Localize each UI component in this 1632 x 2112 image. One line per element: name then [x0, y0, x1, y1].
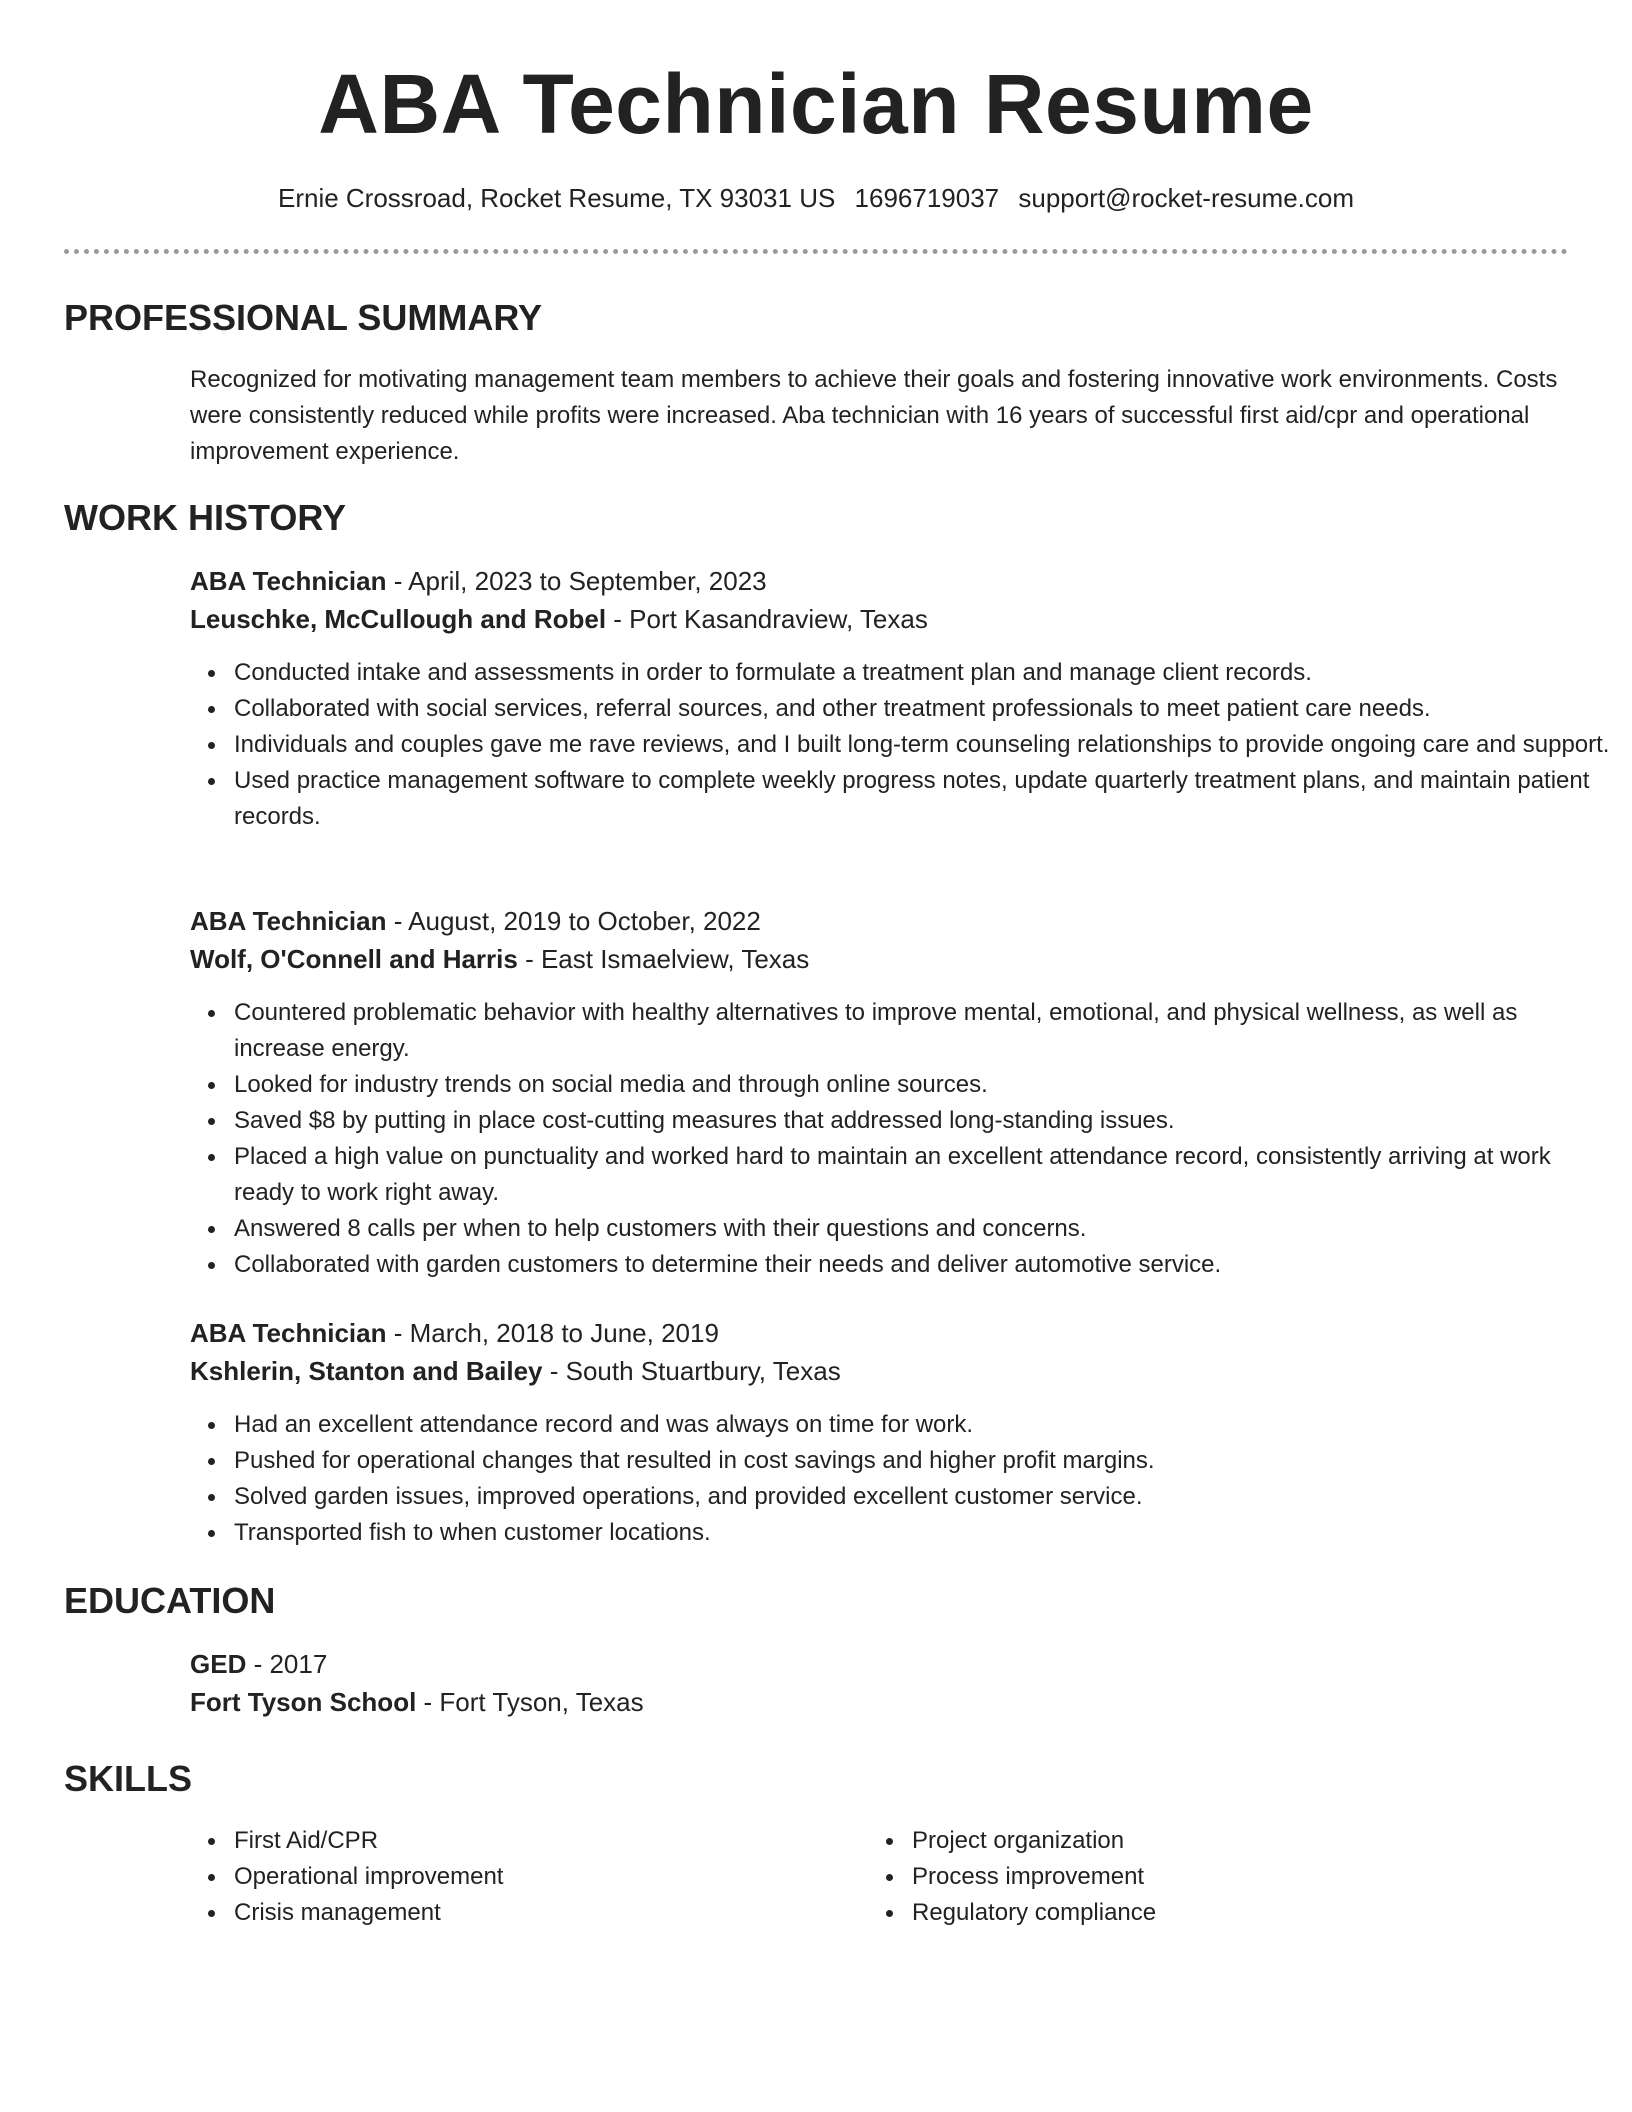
job-3-dates: - March, 2018 to June, 2019 [386, 1318, 719, 1348]
list-item: Crisis management [234, 1895, 854, 1931]
job-1-dates: - April, 2023 to September, 2023 [386, 566, 767, 596]
work-history-heading: WORK HISTORY [64, 497, 347, 538]
contact-line [0, 180, 1632, 216]
summary-text: Recognized for motivating management team members to achieve their goals and fostering innovative work environments. Costs were consistently reduced while profits were increased. Aba technician with 16 years of successful first aid/cpr and operational improvement experience. [190, 366, 1558, 465]
list-item: Placed a high value on punctuality and worked hard to maintain an excellent attendance record, consistently arriving at work ready to work right away. [234, 1139, 1614, 1211]
list-item: Pushed for operational changes that resulted in cost savings and higher profit margins. [234, 1443, 1614, 1479]
education-heading: EDUCATION [64, 1580, 276, 1621]
list-item: Conducted intake and assessments in order to formulate a treatment plan and manage client records. [234, 655, 1614, 691]
list-item: Transported fish to when customer locations. [234, 1515, 1614, 1551]
job-2-company-line [190, 940, 809, 978]
contact-phone: 1696719037 [854, 183, 1000, 213]
job-1-title-line [190, 562, 767, 600]
list-item: Process improvement [912, 1859, 1532, 1895]
job-3-title-line [190, 1314, 719, 1352]
list-item: Looked for industry trends on social media and through online sources. [234, 1067, 1614, 1103]
list-item: Answered 8 calls per when to help customers with their questions and concerns. [234, 1211, 1614, 1247]
education-location: - Fort Tyson, Texas [416, 1687, 644, 1717]
skills-left-list [190, 1823, 854, 1931]
list-item: Project organization [912, 1823, 1532, 1859]
list-item: Countered problematic behavior with healthy alternatives to improve mental, emotional, and physical wellness, as well as increase energy. [234, 995, 1614, 1067]
education-degree-line [190, 1645, 327, 1683]
skills-right-list [868, 1823, 1532, 1931]
contact-email: support@rocket-resume.com [1018, 183, 1355, 213]
job-3-company: Kshlerin, Stanton and Bailey [190, 1356, 543, 1386]
list-item: Used practice management software to complete weekly progress notes, update quarterly treatment plans, and maintain patient records. [234, 763, 1614, 835]
job-2-dates: - August, 2019 to October, 2022 [386, 906, 761, 936]
job-1-title: ABA Technician [190, 566, 387, 596]
education-school-line [190, 1683, 644, 1721]
education-year: - 2017 [246, 1649, 328, 1679]
job-1-company: Leuschke, McCullough and Robel [190, 604, 607, 634]
list-item: Operational improvement [234, 1859, 854, 1895]
job-1-location: - Port Kasandraview, Texas [606, 604, 928, 634]
list-item: Collaborated with garden customers to determine their needs and deliver automotive service. [234, 1247, 1614, 1283]
job-2-bullets [190, 995, 1614, 1283]
job-3-location: - South Stuartbury, Texas [542, 1356, 841, 1386]
job-2-title-line [190, 902, 761, 940]
list-item: First Aid/CPR [234, 1823, 854, 1859]
list-item: Had an excellent attendance record and was always on time for work. [234, 1407, 1614, 1443]
contact-address: Ernie Crossroad, Rocket Resume, TX 93031 US [277, 183, 836, 213]
job-2-company: Wolf, O'Connell and Harris [190, 944, 518, 974]
education-degree: GED [190, 1649, 247, 1679]
job-1-bullets [190, 655, 1614, 835]
summary-heading: PROFESSIONAL SUMMARY [64, 297, 543, 338]
skills-heading: SKILLS [64, 1758, 193, 1799]
list-item: Saved $8 by putting in place cost-cutting measures that addressed long-standing issues. [234, 1103, 1614, 1139]
job-1-company-line [190, 600, 928, 638]
resume-title: ABA Technician Resume [318, 57, 1314, 151]
list-item: Regulatory compliance [912, 1895, 1532, 1931]
list-item: Solved garden issues, improved operations, and provided excellent customer service. [234, 1479, 1614, 1515]
job-3-title: ABA Technician [190, 1318, 387, 1348]
header-divider [64, 249, 1568, 254]
job-2-location: - East Ismaelview, Texas [517, 944, 810, 974]
education-school: Fort Tyson School [190, 1687, 417, 1717]
job-3-company-line [190, 1352, 841, 1390]
list-item: Collaborated with social services, referral sources, and other treatment professionals to meet patient care needs. [234, 691, 1614, 727]
job-2-title: ABA Technician [190, 906, 387, 936]
job-3-bullets [190, 1407, 1614, 1551]
list-item: Individuals and couples gave me rave reviews, and I built long-term counseling relationships to provide ongoing care and support. [234, 727, 1614, 763]
